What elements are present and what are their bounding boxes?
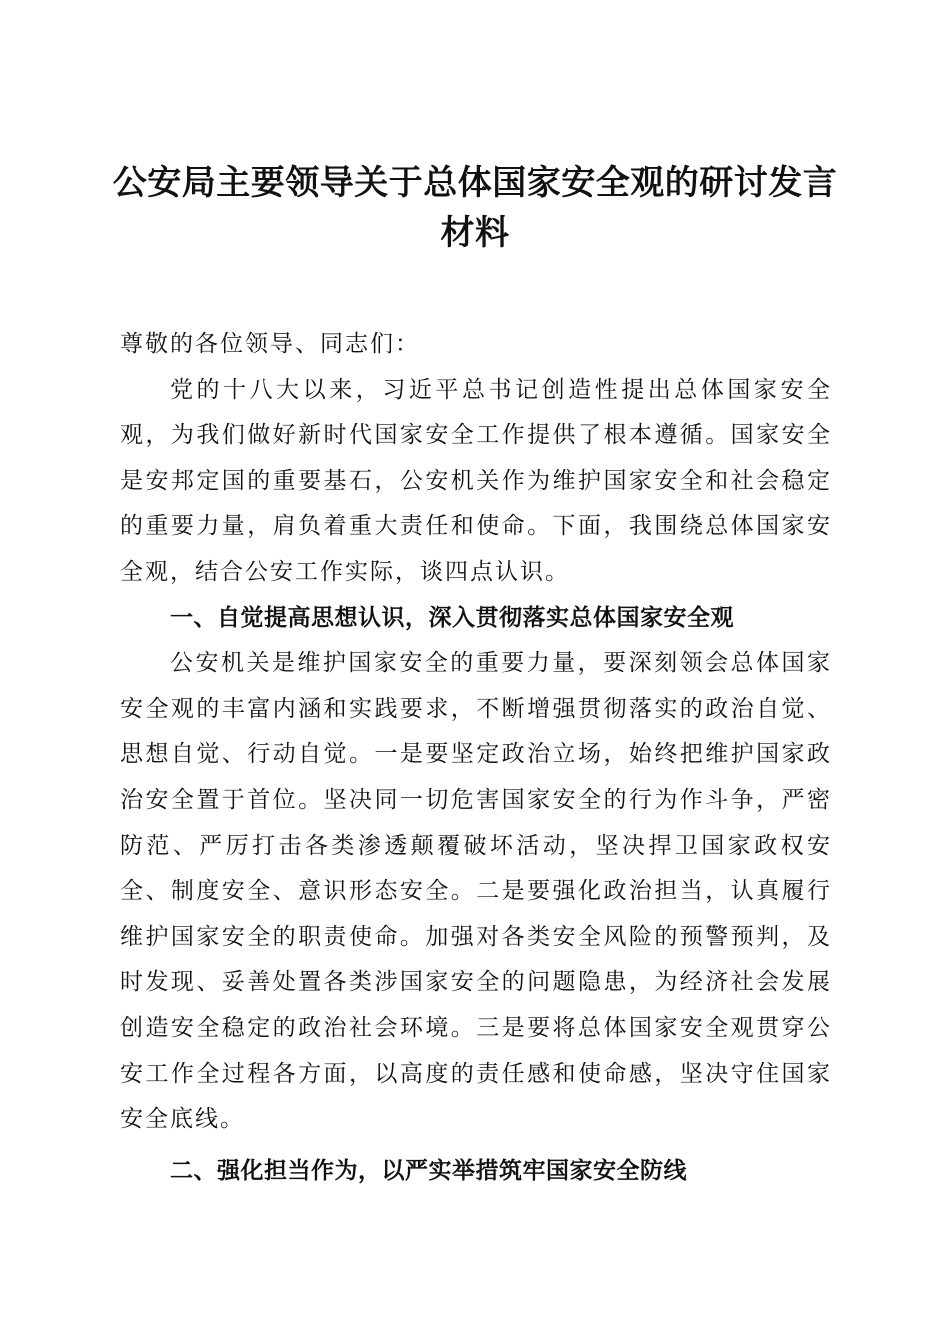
document-body <box>120 322 832 1194</box>
section-2-heading: 二、强化担当作为，以严实举措筑牢国家安全防线 <box>170 1157 687 1184</box>
section-1-heading: 一、自觉提高思想认识，深入贯彻落实总体国家安全观 <box>170 604 734 631</box>
document-title: 公安局主要领导关于总体国家安全观的研讨发言材料 <box>112 163 838 253</box>
section-1-paragraph: 公安机关是维护国家安全的重要力量，要深刻领会总体国家安全观的丰富内涵和实践要求，不断增强贯彻落实的政治自觉、思想自觉、行动自觉。一是要坚定政治立场，始终把维护国家政治安全置于首位。坚决同一切危害国家安全的行为作斗争，严密防范、严厉打击各类渗透颠覆破坏活动，坚决捍卫国家政权安全、制度安全、意识形态安全。二是要强化政治担当，认真履行维护国家安全的职责使命。加强对各类安全风险的预警预判，及时发现、妥善处置各类涉国家安全的问题隐患，为经济社会发展创造安全稳定的政治社会环境。三是要将总体国家安全观贯穿公安工作全过程各方面，以高度的责任感和使命感，坚决守住国家安全底线。 <box>120 650 832 1133</box>
salutation: 尊敬的各位领导、同志们： <box>120 331 420 357</box>
intro-paragraph: 党的十八大以来，习近平总书记创造性提出总体国家安全观，为我们做好新时代国家安全工作提供了根本遵循。国家安全是安邦定国的重要基石，公安机关作为维护国家安全和社会稳定的重要力量，肩负着重大责任和使命。下面，我围绕总体国家安全观，结合公安工作实际，谈四点认识。 <box>120 376 832 585</box>
